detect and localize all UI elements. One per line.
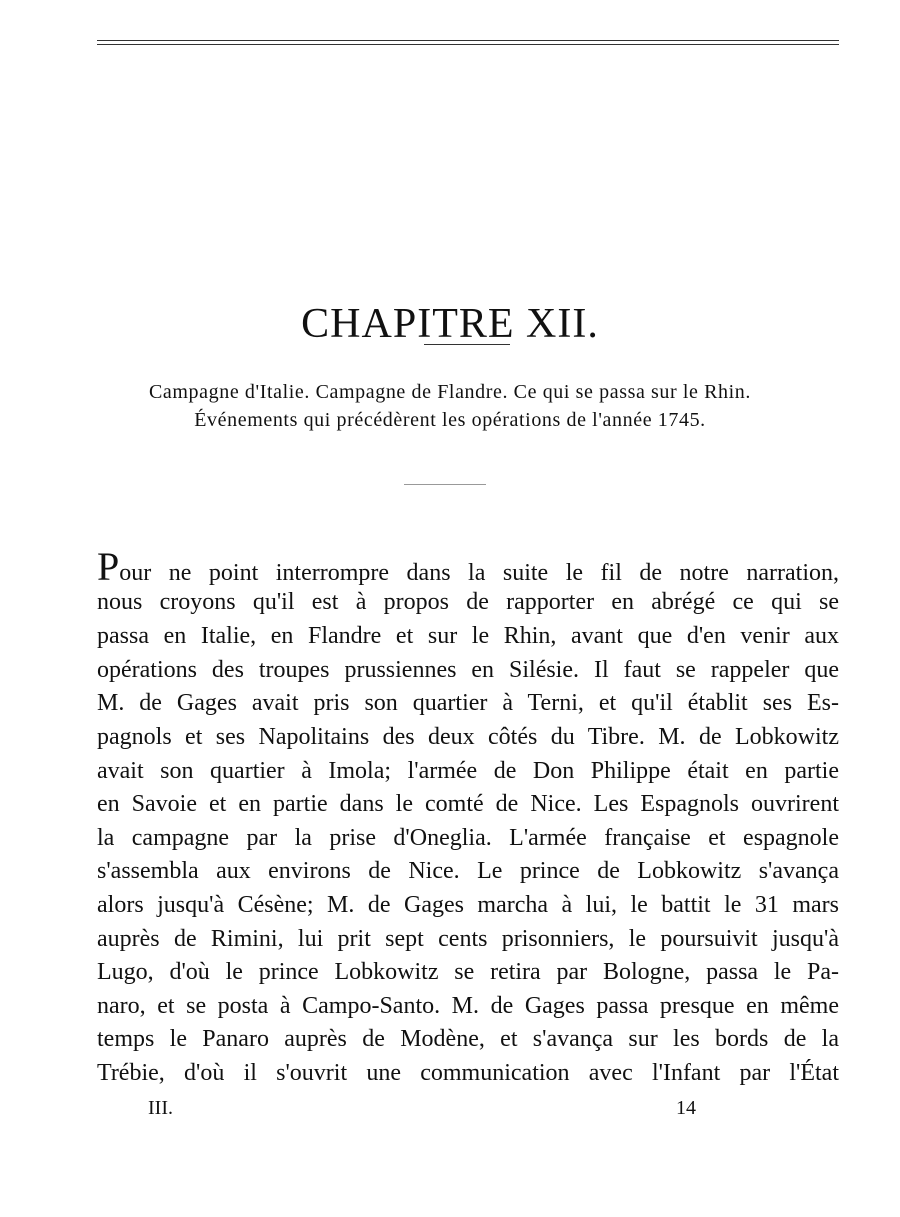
- top-rule-2: [97, 44, 839, 45]
- text-line: pagnols et ses Napolitains des deux côtés du Tibre. M. de Lobkowitz: [97, 724, 839, 750]
- top-rule-1: [97, 40, 839, 41]
- text-line: naro, et se posta à Campo-Santo. M. de Gages passa presque en même: [97, 993, 839, 1019]
- text-line: Trébie, d'où il s'ouvrit une communication avec l'Infant par l'État: [97, 1060, 839, 1086]
- signature-mark: 14: [676, 1097, 696, 1119]
- text-line: temps le Panaro auprès de Modène, et s'avança sur les bords de la: [97, 1026, 839, 1052]
- text-line: [97, 544, 839, 589]
- text-line: la campagne par la prise d'Oneglia. L'armée française et espagnole: [97, 825, 839, 851]
- text-line: alors jusqu'à Césène; M. de Gages marcha à lui, le battit le 31 mars: [97, 892, 839, 918]
- text-line: M. de Gages avait pris son quartier à Terni, et qu'il établit ses Es-: [97, 690, 839, 716]
- title-divider: [424, 344, 510, 345]
- summary-line: Campagne d'Italie. Campagne de Flandre. Ce qui se passa sur le Rhin.: [148, 381, 752, 403]
- text-line: nous croyons qu'il est à propos de rapporter en abrégé ce qui se: [97, 589, 839, 615]
- summary-divider: [404, 484, 486, 485]
- text-line: en Savoie et en partie dans le comté de Nice. Les Espagnols ouvrirent: [97, 791, 839, 817]
- text-line: opérations des troupes prussiennes en Silésie. Il faut se rappeler que: [97, 657, 839, 683]
- volume-number: III.: [148, 1097, 173, 1119]
- drop-cap: P: [97, 544, 120, 589]
- first-line-text: our ne point interrompre dans la suite le fil de notre narration,: [119, 560, 839, 586]
- text-line: auprès de Rimini, lui prit sept cents prisonniers, le poursuivit jusqu'à: [97, 926, 839, 952]
- text-line: Lugo, d'où le prince Lobkowitz se retira par Bologne, passa le Pa-: [97, 959, 839, 985]
- chapter-title: CHAPITRE XII.: [301, 301, 599, 348]
- text-line: passa en Italie, en Flandre et sur le Rhin, avant que d'en venir aux: [97, 623, 839, 649]
- summary-line: Événements qui précédèrent les opérations de l'année 1745.: [194, 409, 706, 431]
- text-line: avait son quartier à Imola; l'armée de Don Philippe était en partie: [97, 758, 839, 784]
- text-line: s'assembla aux environs de Nice. Le prince de Lobkowitz s'avança: [97, 858, 839, 884]
